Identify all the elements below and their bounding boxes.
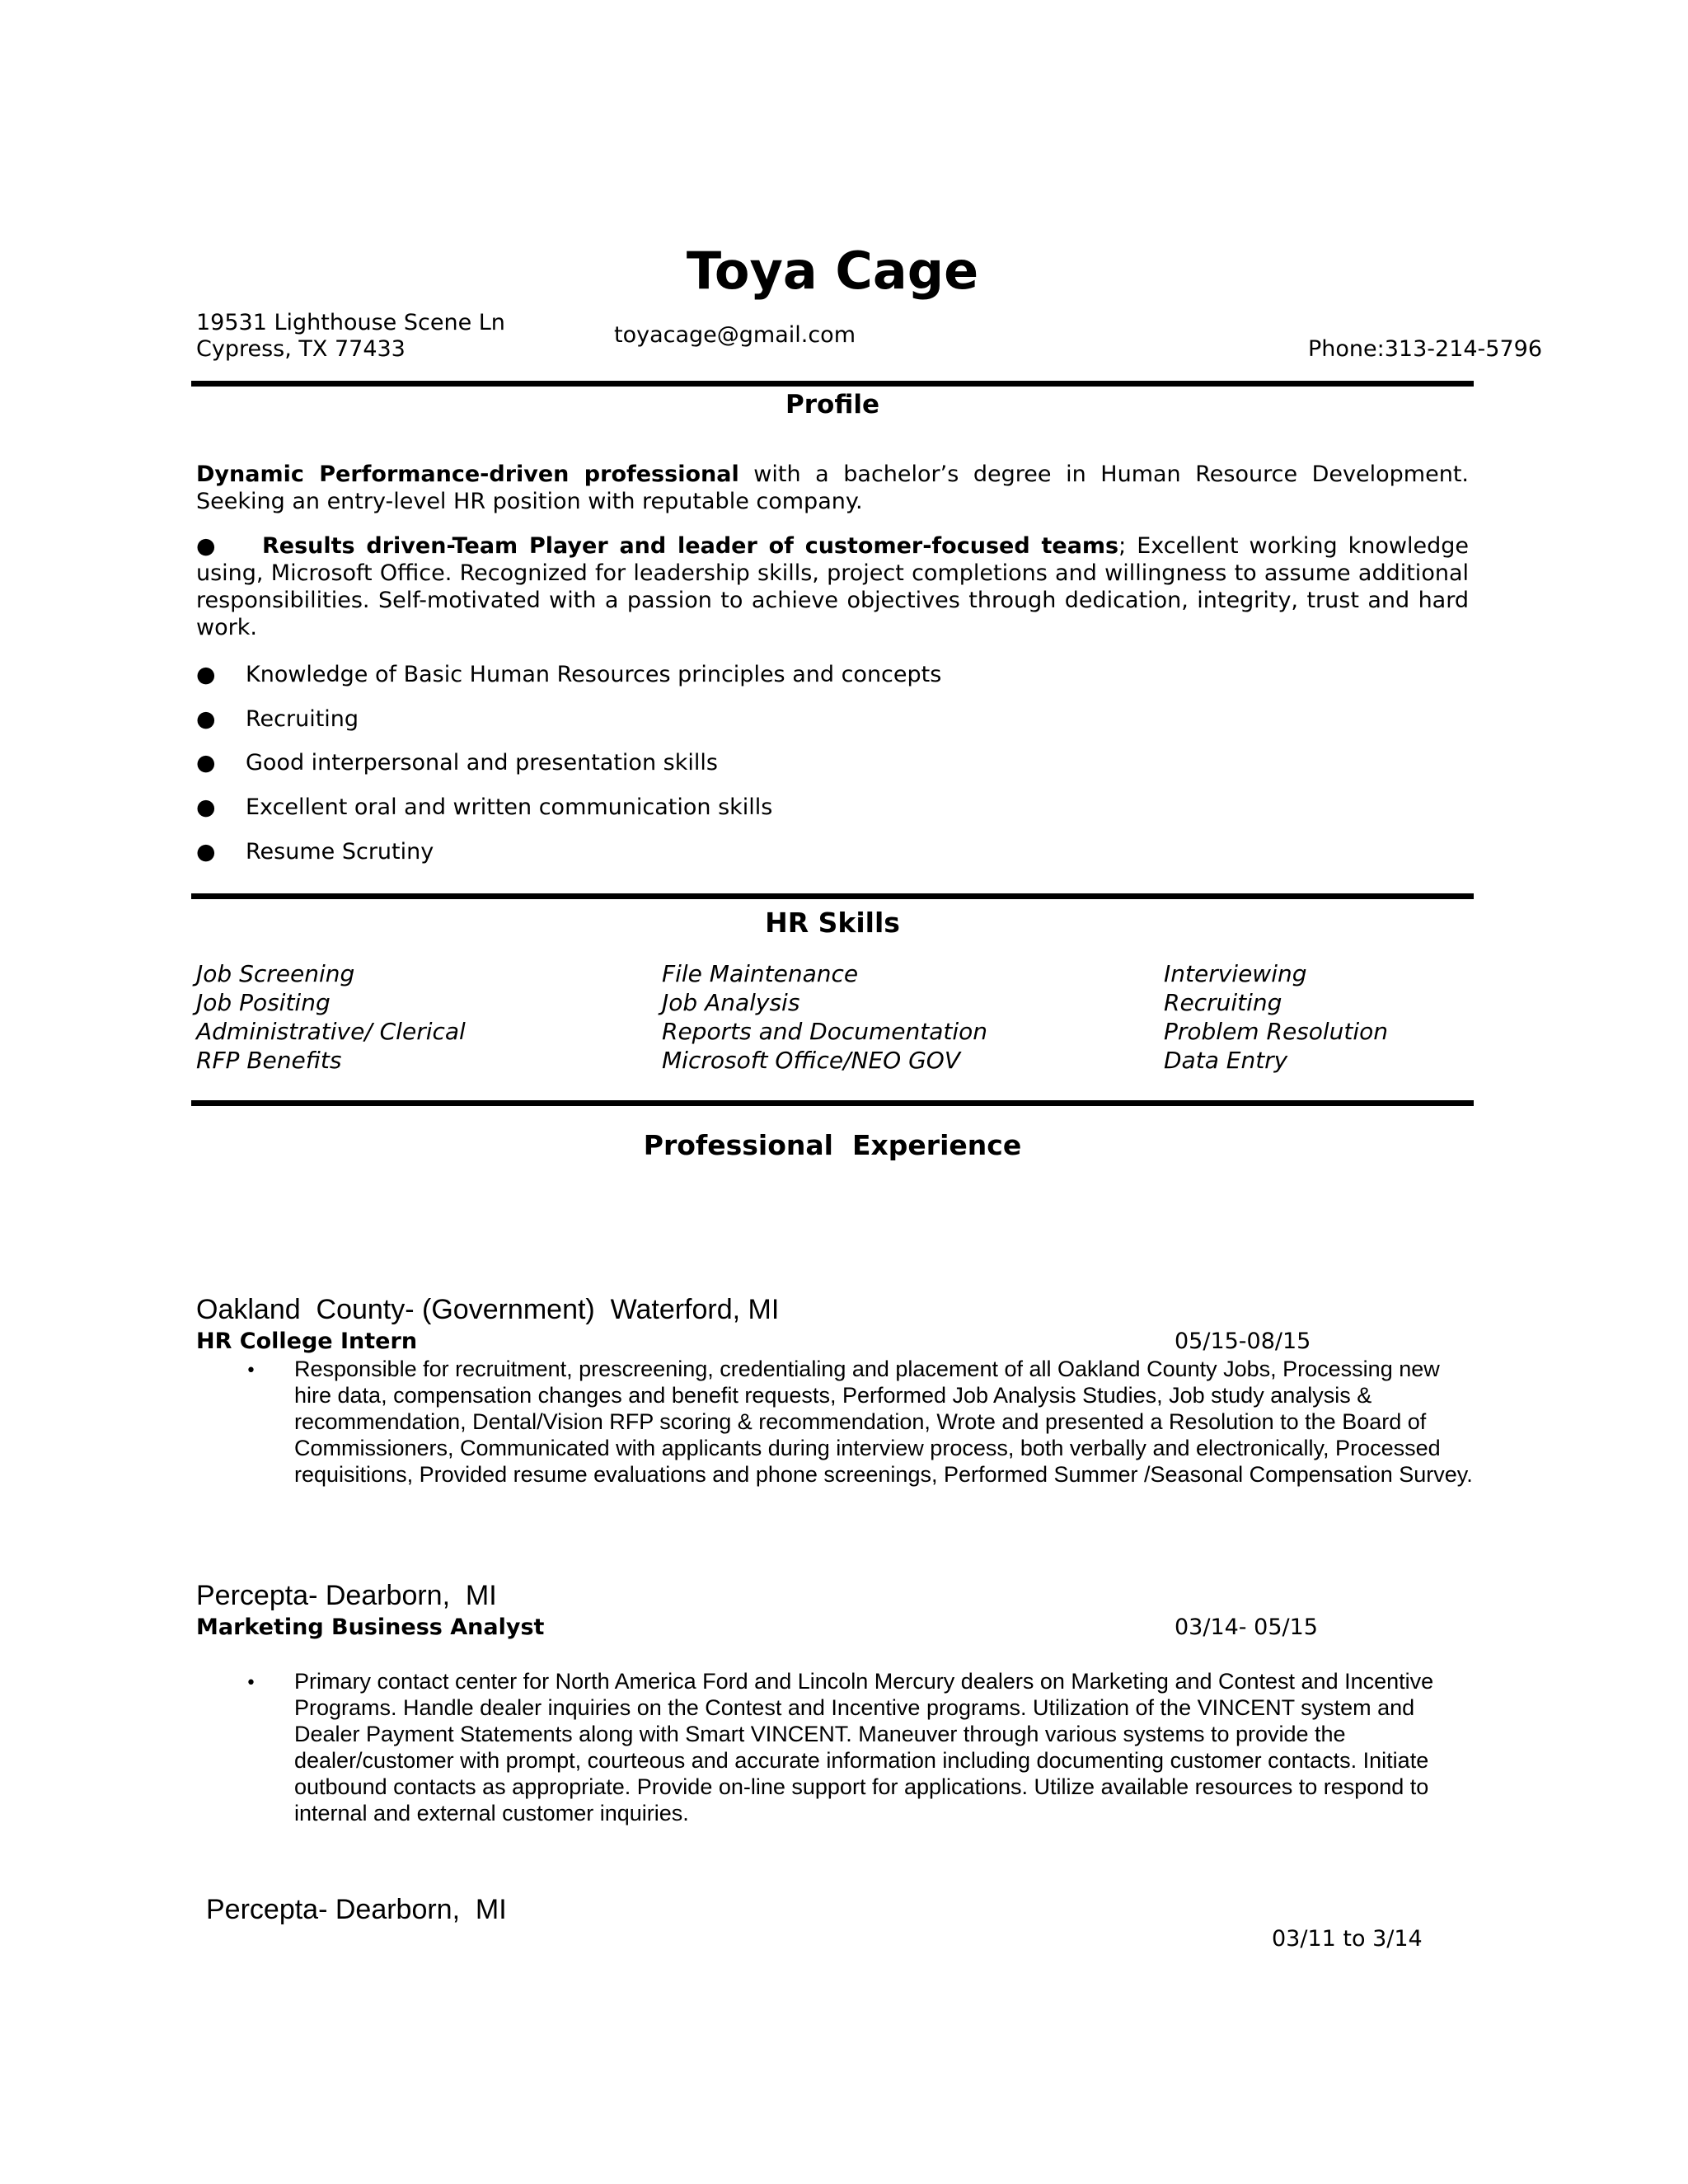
job-dates: 03/11 to 3/14 — [1272, 1926, 1423, 1952]
list-item-text: Recruiting — [246, 706, 359, 732]
profile-intro — [196, 461, 1469, 515]
skill-item: Data Entry — [1164, 1047, 1288, 1074]
job-role: HR College Intern — [196, 1329, 418, 1354]
bullet-dot: ● — [196, 794, 216, 820]
employer-name: Oakland County- (Government) Waterford, MI — [196, 1294, 780, 1325]
address-line-2: Cypress, TX 77433 — [196, 336, 406, 362]
profile-intro-text: with a bachelor’s degree in Human Resource Development. Seeking an entry-level HR position with reputable company. — [196, 462, 1469, 514]
divider-rule — [191, 1100, 1474, 1106]
profile-highlight — [196, 532, 1469, 641]
skill-item: Reports and Documentation — [662, 1018, 987, 1045]
job-role: Marketing Business Analyst — [196, 1615, 545, 1640]
job-description: Primary contact center for North America Ford and Lincoln Mercury dealers on Marketing and Contest and Incentive Programs. Handle dealer inquiries on the Contest and Incentive programs. Utilization of the VINCENT system and Dealer Payment Statements along with Smart VINCENT. Maneuver through various systems to provide the dealer/customer with prompt, courteous and accurate information including documenting customer contacts. Initiate outbound contacts as appropriate. Provide on-line support for applications. Utilize available resources to respond to internal and external customer inquiries. — [294, 1669, 1434, 1825]
divider-rule — [191, 893, 1474, 899]
profile-highlight-bold: Results driven-Team Player and leader of customer-focused teams — [261, 533, 1119, 559]
skill-item: Administrative/ Clerical — [196, 1018, 466, 1045]
job-dates: 05/15-08/15 — [1175, 1329, 1311, 1354]
bullet-dot: • — [246, 1673, 256, 1694]
address-line-1: 19531 Lighthouse Scene Ln — [196, 310, 505, 335]
list-item-text: Excellent oral and written communication skills — [246, 794, 773, 820]
employer-name: Percepta- Dearborn, MI — [206, 1894, 507, 1925]
skill-item: Job Screening — [196, 960, 355, 987]
employer-name: Percepta- Dearborn, MI — [196, 1580, 497, 1611]
section-title-experience: Professional Experience — [643, 1129, 1022, 1161]
bullet-dot: ● — [196, 533, 219, 559]
skill-item: RFP Benefits — [196, 1047, 342, 1074]
job-description: Responsible for recruitment, prescreening, credentialing and placement of all Oakland County Jobs, Processing new hire data, compensation changes and benefit requests, Performed Job Analysis Studies, Job study analysis & recommendation, Dental/Vision RFP scoring & recommendation, Wrote and presented a Resolution to the Board of Commissioners, Communicated with applicants during interview process, both verbally and electronically, Processed requisitions, Provided resume evaluations and phone screenings, Performed Summer /Seasonal Compensation Survey. — [294, 1357, 1473, 1487]
section-title-hr-skills: HR Skills — [765, 907, 900, 939]
list-item-text: Resume Scrutiny — [246, 839, 434, 865]
bullet-dot: ● — [196, 662, 216, 687]
skill-item: File Maintenance — [662, 960, 859, 987]
phone: Phone:313-214-5796 — [1308, 336, 1543, 362]
list-item-text: Knowledge of Basic Human Resources principles and concepts — [246, 662, 942, 687]
profile-highlight-text: ; Excellent working knowledge using, Microsoft Office. Recognized for leadership skills, project completions and willingness to assume additional responsibilities. Self-motivated with a passion to achieve objectives through dedication, integrity, trust and hard work. — [196, 533, 1469, 640]
bullet-dot: • — [246, 1361, 256, 1381]
skill-item: Microsoft Office/NEO GOV — [662, 1047, 960, 1074]
profile-intro-bold: Dynamic Performance-driven professional — [196, 462, 739, 487]
skill-item: Job Positing — [196, 989, 331, 1016]
skill-item: Job Analysis — [662, 989, 800, 1016]
section-title-profile: Profile — [785, 390, 879, 419]
bullet-dot: ● — [196, 706, 216, 732]
skill-item: Recruiting — [1164, 989, 1282, 1016]
bullet-dot: ● — [196, 839, 216, 865]
list-item-text: Good interpersonal and presentation skills — [246, 750, 718, 776]
email: toyacage@gmail.com — [614, 322, 856, 348]
candidate-name: Toya Cage — [686, 241, 979, 301]
job-dates: 03/14- 05/15 — [1175, 1615, 1318, 1640]
bullet-dot: ● — [196, 750, 216, 776]
skill-item: Problem Resolution — [1164, 1018, 1389, 1045]
divider-rule — [191, 381, 1474, 387]
skill-item: Interviewing — [1164, 960, 1307, 987]
